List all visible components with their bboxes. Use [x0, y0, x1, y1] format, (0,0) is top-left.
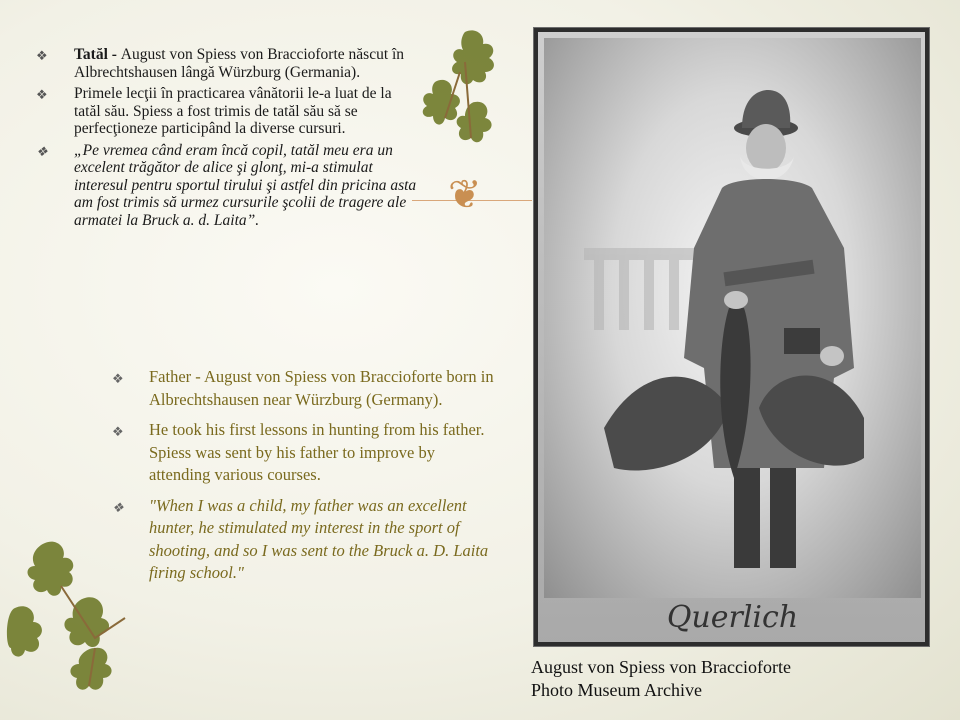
- item-text: August von Spiess von Braccioforte născut în Albrechtshausen lângă Würzburg (Germania).: [74, 46, 405, 81]
- english-text-list: [112, 366, 497, 593]
- romanian-text-list: [36, 46, 421, 233]
- caption-source: Photo Museum Archive: [531, 680, 702, 700]
- item-text: „Pe vremea când eram încă copil, tatăl meu era un excelent trăgător de alice şi glonţ, mi-a stimulat interesul pentru sportul tirului şi astfel din pricina asta am fost trimis să urmez cursurile şcolii de tragere ale armatei la Bruck a. d. Laita”.: [74, 141, 417, 229]
- scroll-bullet-icon: ❖: [36, 48, 48, 63]
- photographer-signature: Querlich: [666, 600, 799, 635]
- scroll-bullet-icon: ❖: [112, 499, 124, 515]
- item-text: Father - August von Spiess von Braccioforte born in Albrechtshausen near Würzburg (Germany).: [149, 367, 494, 409]
- ornament-icon: ❦: [448, 172, 482, 218]
- list-item: [36, 142, 421, 230]
- list-item: [112, 419, 497, 487]
- list-item: [112, 495, 497, 585]
- hunter-figure: [544, 38, 921, 598]
- photo-image: [544, 38, 921, 598]
- item-text: "When I was a child, my father was an excellent hunter, he stimulated my interest in the sport of shooting, and so I was sent to the Bruck a. D. Laita firing school.": [149, 495, 489, 582]
- scroll-bullet-icon: ❖: [112, 371, 124, 386]
- list-item: [36, 85, 421, 138]
- list-item: [112, 366, 497, 411]
- item-lead: Tatăl -: [74, 46, 121, 63]
- photo-caption: [531, 656, 791, 702]
- caption-title: August von Spiess von Braccioforte: [531, 657, 791, 677]
- scroll-bullet-icon: ❖: [112, 424, 124, 439]
- scroll-bullet-icon: ❖: [36, 87, 48, 102]
- list-item: [36, 46, 421, 81]
- scroll-bullet-icon: ❖: [36, 143, 48, 159]
- item-text: He took his first lessons in hunting from his father. Spiess was sent by his father to improve by attending various courses.: [149, 420, 485, 484]
- item-text: Primele lecţii în practicarea vânătorii le-a luat de la tatăl său. Spiess a fost trimis de tatăl său să se perfecţioneze participând la diverse cursuri.: [74, 85, 392, 137]
- historic-photo: [533, 27, 930, 647]
